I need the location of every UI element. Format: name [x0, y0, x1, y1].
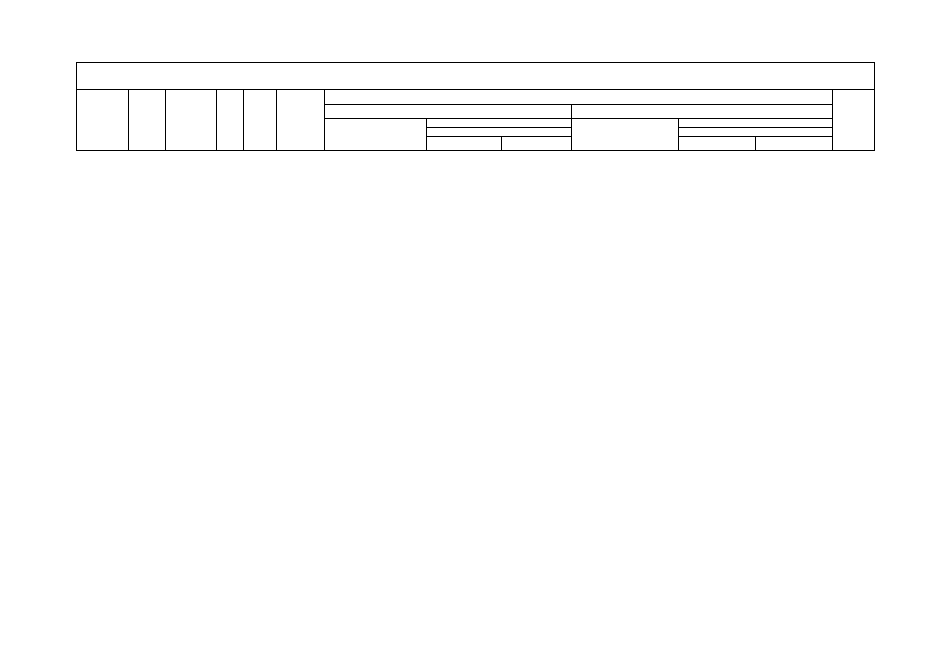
header-mark	[77, 90, 129, 151]
header-h	[217, 90, 244, 151]
max-moment-450-label	[427, 127, 571, 128]
header-material	[325, 90, 833, 105]
header-max-moment-450	[427, 119, 572, 137]
header-hot-450	[502, 137, 572, 151]
header-cold-450	[427, 137, 502, 151]
max-moment-300-label	[679, 127, 832, 128]
header-weld-height	[244, 90, 277, 151]
blank-cell	[77, 63, 875, 90]
header-weld-modulus	[277, 90, 325, 151]
header-temp-300	[572, 105, 833, 119]
pipe-branch-table	[76, 62, 875, 151]
header-branch-pipe	[166, 90, 217, 151]
header-hot-300	[756, 137, 833, 151]
header-row-1	[77, 90, 875, 105]
header-max-moment-300	[679, 119, 833, 137]
header-force-300	[572, 119, 679, 151]
header-weight	[833, 90, 875, 151]
header-temp-450	[325, 105, 572, 119]
header-main-pipe	[129, 90, 166, 151]
blank-row	[77, 63, 875, 90]
header-cold-300	[679, 137, 756, 151]
header-force-450	[325, 119, 427, 151]
table-header-section	[77, 63, 875, 151]
